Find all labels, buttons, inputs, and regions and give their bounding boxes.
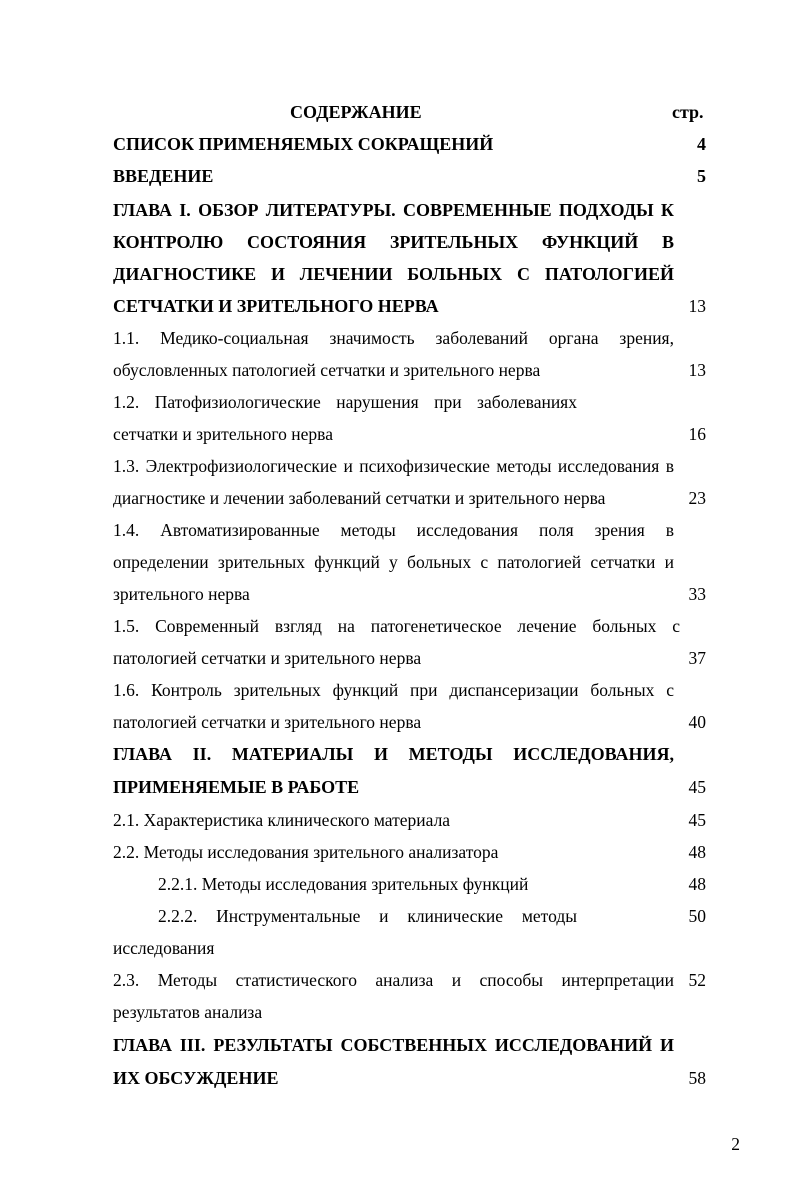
toc-entry-chapter-1[interactable]: КОНТРОЛЮ СОСТОЯНИЯ ЗРИТЕЛЬНЫХ ФУНКЦИЙ В	[113, 232, 674, 252]
toc-entry-section-1-2[interactable]: сетчатки и зрительного нерва	[113, 424, 333, 444]
toc-entry-chapter-1[interactable]: ДИАГНОСТИКЕ И ЛЕЧЕНИИ БОЛЬНЫХ С ПАТОЛОГИЕЙ	[113, 264, 674, 284]
toc-entry-section-2-2-2[interactable]: исследования	[113, 938, 215, 958]
toc-page-number: 45	[688, 810, 706, 830]
toc-page-number: 5	[697, 166, 706, 186]
page-title: СОДЕРЖАНИЕ	[290, 102, 422, 122]
toc-entry-section-1-4[interactable]: зрительного нерва	[113, 584, 250, 604]
toc-page-number: 37	[688, 648, 706, 668]
toc-page-number: 33	[688, 584, 706, 604]
toc-entry-chapter-3[interactable]: ГЛАВА III. РЕЗУЛЬТАТЫ СОБСТВЕННЫХ ИССЛЕДОВАНИЙ И	[113, 1035, 674, 1055]
toc-page-number: 23	[688, 488, 706, 508]
toc-entry-chapter-2[interactable]: ГЛАВА II. МАТЕРИАЛЫ И МЕТОДЫ ИССЛЕДОВАНИЯ,	[113, 744, 674, 764]
toc-entry-section-2-3[interactable]: результатов анализа	[113, 1002, 263, 1022]
toc-entry-abbreviations[interactable]: СПИСОК ПРИМЕНЯЕМЫХ СОКРАЩЕНИЙ	[113, 134, 494, 154]
toc-entry-section-1-1[interactable]: 1.1. Медико-социальная значимость заболеваний органа зрения,	[113, 328, 674, 348]
toc-entry-section-1-4[interactable]: 1.4. Автоматизированные методы исследования поля зрения в	[113, 520, 674, 540]
toc-entry-chapter-2[interactable]: ПРИМЕНЯЕМЫЕ В РАБОТЕ	[113, 777, 360, 797]
toc-entry-introduction[interactable]: ВВЕДЕНИЕ	[113, 166, 214, 186]
toc-page-number: 13	[688, 360, 706, 380]
page-number: 2	[731, 1134, 740, 1154]
toc-entry-section-2-1[interactable]: 2.1. Характеристика клинического материала	[113, 810, 451, 830]
toc-entry-section-1-2[interactable]: 1.2. Патофизиологические нарушения при заболеваниях	[113, 392, 577, 412]
toc-page-number: 4	[697, 134, 706, 154]
toc-entry-chapter-3[interactable]: ИХ ОБСУЖДЕНИЕ	[113, 1068, 279, 1088]
toc-page-number: 48	[688, 874, 706, 894]
toc-entry-section-2-2-2[interactable]: 2.2.2. Инструментальные и клинические методы	[158, 906, 577, 926]
toc-entry-section-1-1[interactable]: обусловленных патологией сетчатки и зрительного нерва	[113, 360, 541, 380]
toc-entry-section-1-4[interactable]: определении зрительных функций у больных с патологией сетчатки и	[113, 552, 674, 572]
toc-page-number: 52	[688, 970, 706, 990]
toc-entry-chapter-1[interactable]: СЕТЧАТКИ И ЗРИТЕЛЬНОГО НЕРВА	[113, 296, 439, 316]
toc-page-number: 16	[688, 424, 706, 444]
toc-entry-section-2-2-1[interactable]: 2.2.1. Методы исследования зрительных функций	[158, 874, 529, 894]
toc-entry-section-1-3[interactable]: 1.3. Электрофизиологические и психофизические методы исследования в	[113, 456, 674, 476]
toc-page-number: 48	[688, 842, 706, 862]
toc-entry-section-2-3[interactable]: 2.3. Методы статистического анализа и способы интерпретации	[113, 970, 674, 990]
toc-entry-section-1-6[interactable]: 1.6. Контроль зрительных функций при диспансеризации больных с	[113, 680, 674, 700]
toc-page-number: 13	[688, 296, 706, 316]
toc-page-number: 40	[688, 712, 706, 732]
toc-entry-section-2-2[interactable]: 2.2. Методы исследования зрительного анализатора	[113, 842, 499, 862]
toc-entry-section-1-6[interactable]: патологией сетчатки и зрительного нерва	[113, 712, 422, 732]
page-column-label: стр.	[672, 102, 704, 122]
toc-page-number: 45	[688, 777, 706, 797]
toc-entry-section-1-3[interactable]: диагностике и лечении заболеваний сетчатки и зрительного нерва	[113, 488, 606, 508]
toc-page-number: 50	[688, 906, 706, 926]
toc-entry-section-1-5[interactable]: патологией сетчатки и зрительного нерва	[113, 648, 422, 668]
toc-page-number: 58	[688, 1068, 706, 1088]
toc-entry-section-1-5[interactable]: 1.5. Современный взгляд на патогенетическое лечение больных с	[113, 616, 680, 636]
toc-entry-chapter-1[interactable]: ГЛАВА I. ОБЗОР ЛИТЕРАТУРЫ. СОВРЕМЕННЫЕ ПОДХОДЫ К	[113, 200, 674, 220]
